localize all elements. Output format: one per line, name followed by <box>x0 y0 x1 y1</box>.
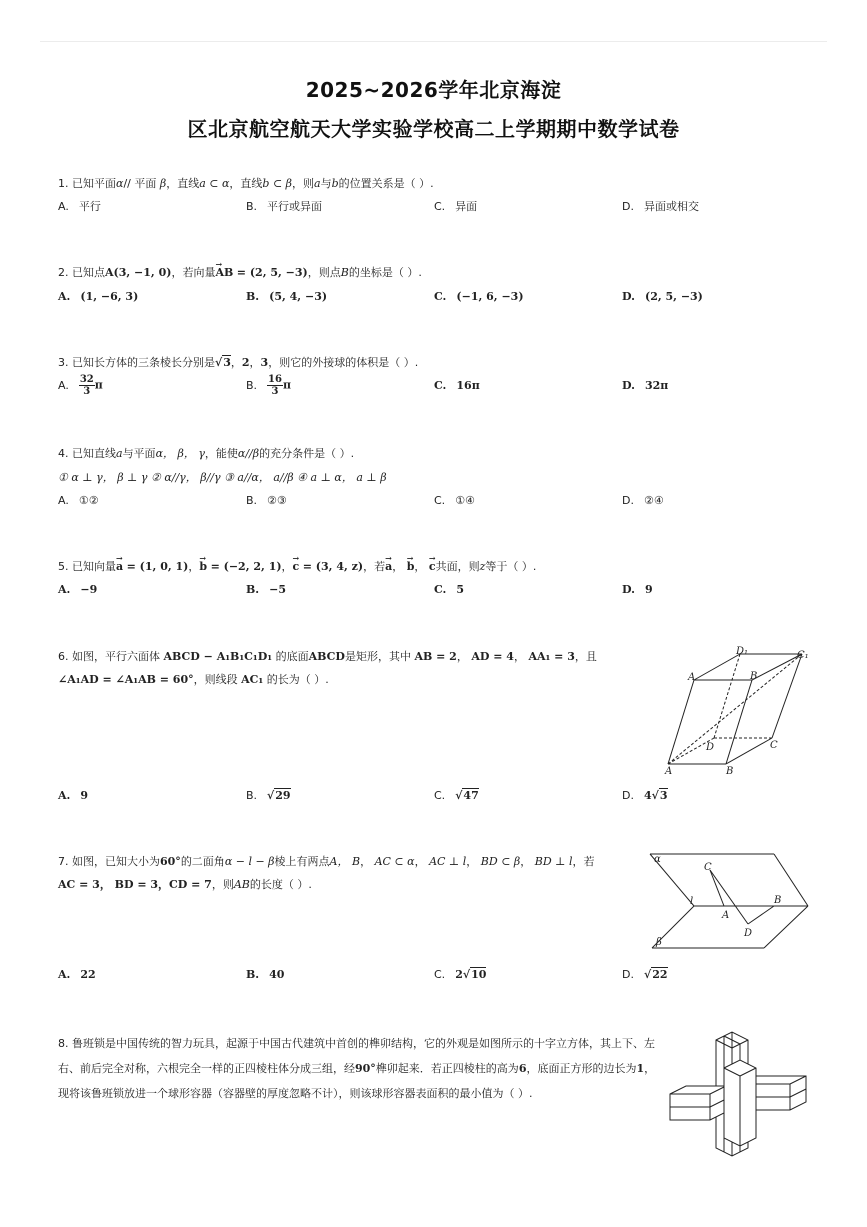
q3-option-c[interactable]: C. 16π <box>434 379 480 392</box>
label-A: A <box>665 766 673 777</box>
q4-option-a[interactable]: A. ①② <box>58 494 99 507</box>
q7-option-b[interactable]: B. 40 <box>246 968 285 981</box>
q4-option-c[interactable]: C. ①④ <box>434 494 475 507</box>
parallelepiped-figure <box>660 646 812 778</box>
question-8: 8. 鲁班锁是中国传统的智力玩具，起源于中国古代建筑中首创的榫卯结构，它的外观是如图所示的十字立方体，其上下、左右、前后完全对称，六根完全一样的正四棱柱体分成三组，经90°榫卯起来．若正四棱柱的高为6，底面正方形的边长为1，现将该鲁班锁放进一个球形容器（容器壁的厚度忽略不计），则该球形容器表面积的最小值为（ ）. <box>58 1037 656 1100</box>
question-6: 6. 如图，平行六面体 ABCD − A₁B₁C₁D₁ 的底面ABCD是矩形，其中 AB = 2， AD = 4， AA₁ = 3，且 <box>58 650 597 663</box>
top-divider <box>40 41 827 42</box>
label-C1: C₁ <box>797 650 809 661</box>
q1-option-b[interactable]: B. 平行或异面 <box>246 200 323 213</box>
exam-title-line1: 2025~2026学年北京海淀 <box>305 78 562 102</box>
q5-option-b[interactable]: B. −5 <box>246 583 287 596</box>
q5-option-d[interactable]: D. 9 <box>622 583 653 596</box>
q5-option-c[interactable]: C. 5 <box>434 583 465 596</box>
q1-option-a[interactable]: A. 平行 <box>58 200 101 213</box>
label-D1: D₁ <box>736 646 749 657</box>
label-C: C <box>770 740 778 751</box>
question-2: 2. 已知点A(3, −1, 0)，若向量→ AB = (2, 5, −3)，则点B的坐标是（ ）. <box>58 266 422 280</box>
question-7: 7. 如图，已知大小为60°的二面角α − l − β棱上有两点A， B， AC ⊂ α， AC ⊥ l， BD ⊂ β， BD ⊥ l，若 <box>58 855 595 868</box>
label-B: B <box>774 895 782 906</box>
label-beta: β <box>656 937 662 948</box>
label-A1: A <box>688 672 696 683</box>
q3-option-d[interactable]: D. 32π <box>622 379 669 392</box>
q6-option-a[interactable]: A. 9 <box>58 789 89 802</box>
q6-option-c[interactable]: C. √47 <box>434 789 479 802</box>
q2-option-a[interactable]: A. (1, −6, 3) <box>58 290 139 303</box>
label-C: C <box>704 862 712 873</box>
question-3: 3. 已知长方体的三条棱长分别是√3，2，3，则它的外接球的体积是（ ）. <box>58 356 419 369</box>
q6-option-b[interactable]: B. √29 <box>246 789 291 802</box>
label-D: D <box>744 928 753 939</box>
q1-option-c[interactable]: C. 异面 <box>434 200 478 213</box>
q5-option-a[interactable]: A. −9 <box>58 583 98 596</box>
question-7-line2: AC = 3， BD = 3，CD = 7，则AB的长度（ ）. <box>58 878 312 891</box>
q7-option-c[interactable]: C. 2√10 <box>434 968 487 981</box>
q3-option-a[interactable]: A. $\frac{32}{3}$ π <box>58 374 103 397</box>
question-4: 4. 已知直线a与平面α， β， γ，能使α//β的充分条件是（ ）. <box>58 447 355 460</box>
q7-option-d[interactable]: D. √22 <box>622 968 668 981</box>
exam-title-line2: 区北京航空航天大学实验学校高二上学期期中数学试卷 <box>187 117 680 141</box>
q2-option-d[interactable]: D. (2, 5, −3) <box>622 290 703 303</box>
label-alpha: α <box>654 854 661 865</box>
question-5: 5. 已知向量→ a = (1, 0, 1)，→ b = (−2, 2, 1)，→ c = (3, 4, z)，若→ a， → b， → c共面，则z等于（ ）. <box>58 560 536 574</box>
q3-option-b[interactable]: B. $\frac{16}{3}$ π <box>246 374 292 397</box>
q7-option-a[interactable]: A. 22 <box>58 968 96 981</box>
q2-option-c[interactable]: C. (−1, 6, −3) <box>434 290 524 303</box>
luban-lock-figure <box>664 1028 812 1158</box>
question-4-conditions: ① α ⊥ γ， β ⊥ γ ② α//γ， β//γ ③ a//α， a//β ④ a ⊥ α， a ⊥ β <box>58 471 387 484</box>
label-B1: B <box>750 671 758 682</box>
label-D: D <box>706 742 715 753</box>
q1-option-d[interactable]: D. 异面或相交 <box>622 200 699 213</box>
q4-option-b[interactable]: B. ②③ <box>246 494 287 507</box>
label-A: A <box>722 910 730 921</box>
question-6-line2: ∠A₁AD = ∠A₁AB = 60°，则线段 AC₁ 的长为（ ）. <box>58 673 329 686</box>
label-l: l <box>690 896 694 907</box>
q2-option-b[interactable]: B. (5, 4, −3) <box>246 290 328 303</box>
question-1: 1. 已知平面α// 平面 β，直线a ⊂ α，直线b ⊂ β，则a与b的位置关系是（ ）. <box>58 177 434 190</box>
q6-option-d[interactable]: D. 4√3 <box>622 789 668 802</box>
label-B: B <box>726 766 734 777</box>
q4-option-d[interactable]: D. ②④ <box>622 494 664 507</box>
dihedral-angle-figure <box>644 848 812 952</box>
